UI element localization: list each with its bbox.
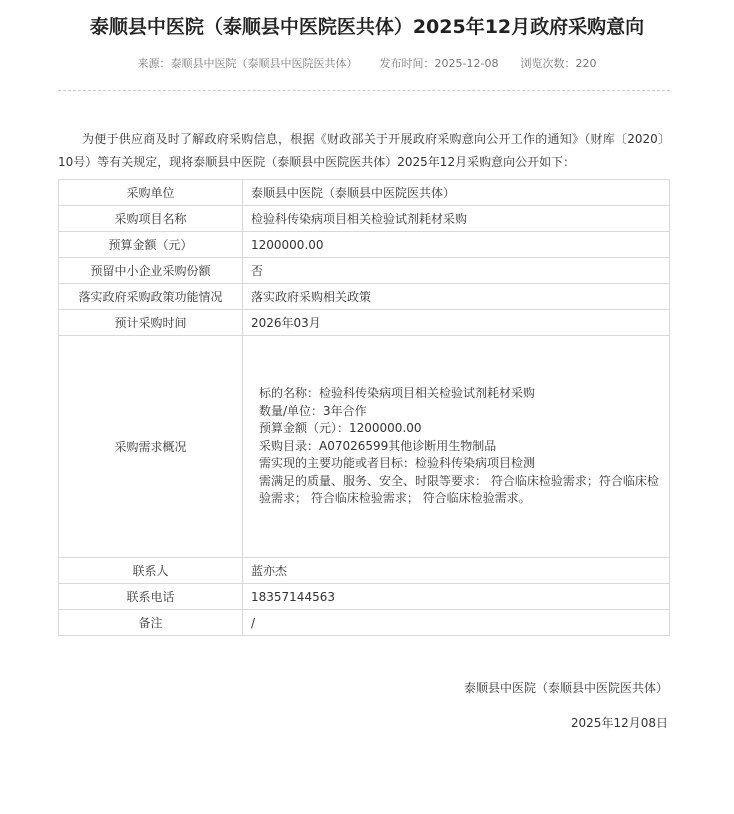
row-label: 备注 xyxy=(59,610,243,636)
table-row xyxy=(59,558,670,584)
table-row xyxy=(59,232,670,258)
intro-paragraph: 为便于供应商及时了解政府采购信息，根据《财政部关于开展政府采购意向公开工作的通知》（财库〔2020〕10号）等有关规定，现将泰顺县中医院（泰顺县中医院医共体）2025年12月采购意向公开如下： xyxy=(58,132,670,169)
page-title: 泰顺县中医院（泰顺县中医院医共体）2025年12月政府采购意向 xyxy=(89,16,645,38)
row-value: 落实政府采购相关政策 xyxy=(243,284,670,310)
requirement-details xyxy=(251,385,661,508)
row-label: 预计采购时间 xyxy=(59,310,243,336)
footer-date: 2025年12月08日 xyxy=(570,716,668,730)
row-value: 蓝亦杰 xyxy=(243,558,670,584)
table-row xyxy=(59,258,670,284)
requirement-line: 预算金额（元）：1200000.00 xyxy=(259,421,422,436)
row-value: 否 xyxy=(243,258,670,284)
requirement-line: 数量/单位：3年合作 xyxy=(259,403,367,418)
footer-organization: 泰顺县中医院（泰顺县中医院医共体） xyxy=(463,681,668,695)
table-row-requirements xyxy=(59,336,670,558)
divider xyxy=(58,90,670,91)
requirement-line: 标的名称：检验科传染病项目相关检验试剂耗材采购 xyxy=(259,386,536,401)
publish-time: 发布时间：2025-12-08 xyxy=(379,57,499,70)
row-label: 采购项目名称 xyxy=(59,206,243,232)
table-row xyxy=(59,610,670,636)
row-label: 预算金额（元） xyxy=(59,232,243,258)
row-value: 2026年03月 xyxy=(243,310,670,336)
requirement-line: 需实现的主要功能或者目标：检验科传染病项目检测 xyxy=(259,456,536,471)
table-row xyxy=(59,310,670,336)
table-row xyxy=(59,180,670,206)
row-label: 采购单位 xyxy=(59,180,243,206)
row-label: 预留中小企业采购份额 xyxy=(59,258,243,284)
row-value: 1200000.00 xyxy=(243,232,670,258)
table-row xyxy=(59,584,670,610)
requirement-line: 采购目录：A07026599其他诊断用生物制品 xyxy=(259,438,497,453)
row-label: 联系人 xyxy=(59,558,243,584)
row-label: 落实政府采购政策功能情况 xyxy=(59,284,243,310)
table-row xyxy=(59,206,670,232)
row-value: 泰顺县中医院（泰顺县中医院医共体） xyxy=(243,180,670,206)
row-value xyxy=(243,336,670,558)
row-value: 18357144563 xyxy=(243,584,670,610)
row-label: 采购需求概况 xyxy=(59,336,243,558)
view-count: 浏览次数：220 xyxy=(520,57,597,70)
row-value: 检验科传染病项目相关检验试剂耗材采购 xyxy=(243,206,670,232)
table-row xyxy=(59,284,670,310)
source-text: 来源：泰顺县中医院（泰顺县中医院医共体） xyxy=(137,57,358,70)
requirement-line: 需满足的质量、服务、安全、时限等要求： 符合临床检验需求；符合临床检验需求； 符合临床检验需求； 符合临床检验需求。 xyxy=(259,473,659,506)
row-value: / xyxy=(243,610,670,636)
procurement-table xyxy=(58,179,670,636)
row-label: 联系电话 xyxy=(59,584,243,610)
article-meta xyxy=(0,55,734,73)
